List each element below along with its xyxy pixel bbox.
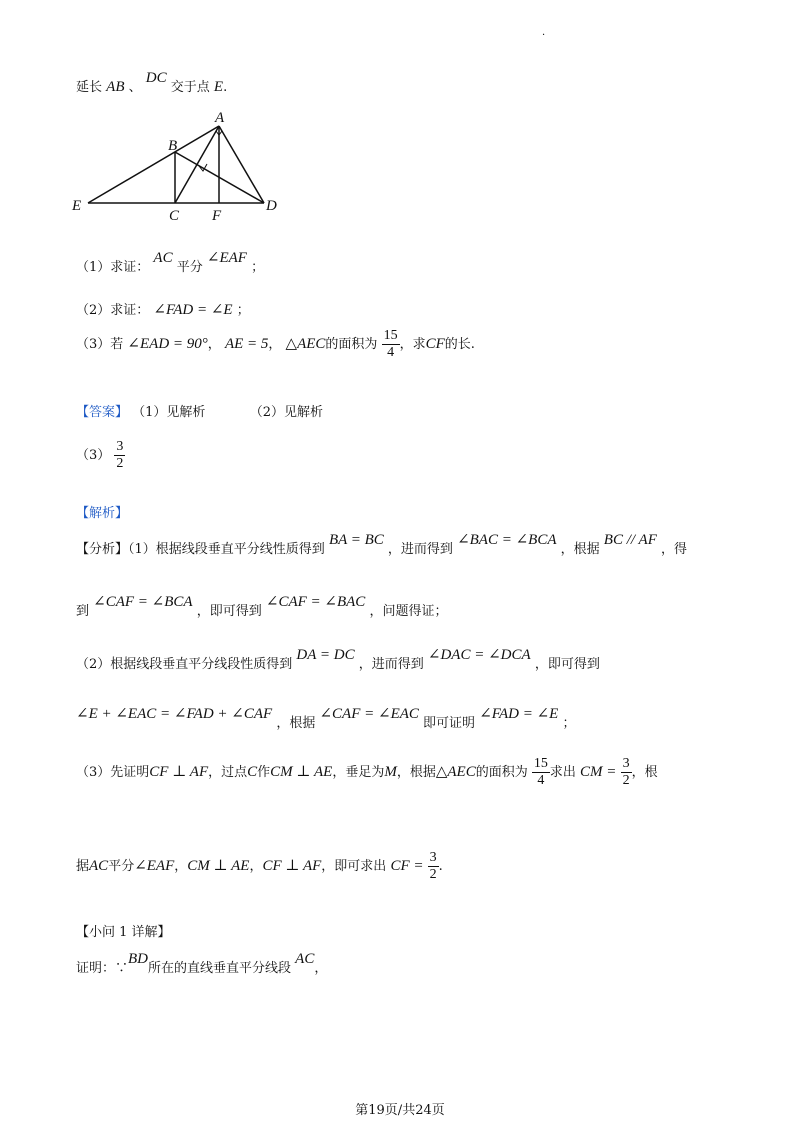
geometry-figure xyxy=(66,108,292,224)
l1-t4: ，得 xyxy=(661,542,688,557)
intro-sep: 、 xyxy=(128,80,142,95)
l1-m3: BC // AF xyxy=(603,532,657,548)
l6-t4: ， xyxy=(249,859,263,874)
header-dot: · xyxy=(542,30,546,41)
analysis-line-2 xyxy=(76,594,448,620)
l6-t3: ， xyxy=(174,859,188,874)
question-3 xyxy=(76,328,475,361)
l4-t1: ，根据 xyxy=(276,716,316,731)
q3-c2: AE = 5 xyxy=(224,336,269,352)
intro-end: . xyxy=(223,80,228,95)
l5-num2: 3 xyxy=(622,756,630,771)
l5-t4: ，垂足为 xyxy=(332,765,385,780)
l5-m1: CF ⊥ AF xyxy=(149,764,209,780)
l5-m5: △AEC xyxy=(435,764,476,780)
l6-t5: ，即可求出 xyxy=(321,859,387,874)
l5-m4: M xyxy=(384,764,397,780)
l3-m1: DA = DC xyxy=(296,647,355,663)
l2-t1: 到 xyxy=(76,604,90,619)
l4-m2: ∠CAF = ∠EAC xyxy=(319,706,419,722)
q1-end: ； xyxy=(251,260,265,275)
l6-t1: 据 xyxy=(76,859,90,874)
analysis-tag: 【解析】 xyxy=(76,506,129,521)
l6-den: 2 xyxy=(429,867,437,882)
answer-3-label: （3） xyxy=(76,448,111,463)
analysis-fx-tag: 【分析】 xyxy=(76,542,129,557)
segment-AD xyxy=(219,126,264,203)
analysis-line-1 xyxy=(76,532,688,558)
analysis-line-3 xyxy=(76,647,600,673)
intro-text: 延长 xyxy=(76,80,103,95)
q2-end: ； xyxy=(236,303,250,318)
answer-3 xyxy=(76,439,125,472)
l4-t2: 即可证明 xyxy=(423,716,476,731)
answer-3-den: 2 xyxy=(116,456,124,471)
answer-3-fraction xyxy=(114,439,125,472)
detail-t1: 证明：∵ xyxy=(76,961,129,976)
q1-mid: 平分 xyxy=(176,260,203,275)
l6-m4: CF ⊥ AF xyxy=(262,858,322,874)
l3-m2: ∠DAC = ∠DCA xyxy=(427,647,531,663)
l5-m6: CM = xyxy=(580,764,617,780)
page-footer: 第19页/共24页 xyxy=(355,1103,445,1118)
answer-tag: 【答案】 xyxy=(76,405,129,420)
q1-label: （1）求证： xyxy=(76,260,150,275)
l5-t7: 求出 xyxy=(549,765,576,780)
l5-t6: 的面积为 xyxy=(475,765,528,780)
l5-m2: C xyxy=(247,764,258,780)
segment-EA xyxy=(88,126,219,203)
l1-m2: ∠BAC = ∠BCA xyxy=(457,532,557,548)
l1-m1: BA = BC xyxy=(328,532,384,548)
l5-m3: CM ⊥ AE xyxy=(270,764,333,780)
answer-1: （1）见解析 xyxy=(132,405,206,420)
l6-m2: ∠EAF xyxy=(134,858,175,874)
q3-num: 15 xyxy=(383,328,398,343)
l1-t1: （1）根据线段垂直平分线性质得到 xyxy=(128,542,325,557)
q1-ac: AC xyxy=(153,250,173,266)
question-1 xyxy=(76,250,265,276)
answer-2: （2）见解析 xyxy=(249,405,323,420)
q3-label: （3）若 xyxy=(76,337,124,352)
q3-mid: 的面积为 xyxy=(325,337,378,352)
l2-m2: ∠CAF = ∠BAC xyxy=(265,594,366,610)
l5-t3: 作 xyxy=(257,765,271,780)
l6-t2: 平分 xyxy=(108,859,135,874)
l2-t3: ，问题得证； xyxy=(369,604,448,619)
q2-label: （2）求证： xyxy=(76,303,150,318)
l6-t6: . xyxy=(438,859,443,874)
q3-end: 的长. xyxy=(444,337,475,352)
detail-tag: 【小问 1 详解】 xyxy=(76,925,171,940)
label-C: C xyxy=(169,208,180,224)
q3-c1: ∠EAD = 90° xyxy=(127,336,208,352)
label-F: F xyxy=(212,208,222,224)
detail-m1: BD xyxy=(128,951,149,967)
l1-t3: ，根据 xyxy=(560,542,600,557)
l5-fraction-2 xyxy=(621,756,632,789)
q3-den: 4 xyxy=(387,345,395,360)
l3-t1: （2）根据线段垂直平分线段性质得到 xyxy=(76,657,293,672)
l5-num: 15 xyxy=(533,756,548,771)
l5-t5: ，根据 xyxy=(396,765,436,780)
l3-t2: ，进而得到 xyxy=(358,657,424,672)
q3-cf: CF xyxy=(425,336,445,352)
detail-t3: ， xyxy=(314,961,328,976)
intro-ab: AB xyxy=(106,79,125,95)
q3-comma1: ， xyxy=(207,337,221,352)
l6-m5: CF = xyxy=(390,858,424,874)
intro-e: E xyxy=(213,79,224,95)
l5-den: 4 xyxy=(537,773,545,788)
answer-line xyxy=(76,401,323,420)
q3-triangle: △AEC xyxy=(285,336,326,352)
detail-m2: AC xyxy=(295,951,315,967)
q3-fraction xyxy=(382,328,400,361)
l2-t2: ，即可得到 xyxy=(196,604,262,619)
l6-fraction xyxy=(428,850,439,883)
l4-m1: ∠E + ∠EAC = ∠FAD + ∠CAF xyxy=(76,706,273,722)
l6-m1: AC xyxy=(89,858,109,874)
l1-t2: ，进而得到 xyxy=(387,542,453,557)
intro-post: 交于点 xyxy=(170,80,210,95)
l4-t3: ； xyxy=(562,716,576,731)
l5-den2: 2 xyxy=(622,773,630,788)
label-E: E xyxy=(72,198,82,214)
q1-eaf: ∠EAF xyxy=(206,250,247,266)
analysis-line-6 xyxy=(76,850,443,883)
intro-dc: DC xyxy=(145,70,167,86)
detail-t2: 所在的直线垂直平分线段 xyxy=(148,961,292,976)
l6-m3: CM ⊥ AE xyxy=(187,858,250,874)
l5-t2: ，过点 xyxy=(208,765,248,780)
l5-fraction-1 xyxy=(532,756,550,789)
analysis-line-4 xyxy=(76,706,576,732)
label-D: D xyxy=(266,198,277,214)
l5-t8: ，根 xyxy=(631,765,658,780)
q3-comma2: ， xyxy=(268,337,282,352)
intro-line xyxy=(76,70,228,96)
l4-m3: ∠FAD = ∠E xyxy=(479,706,559,722)
analysis-line-5 xyxy=(76,756,658,789)
l2-m1: ∠CAF = ∠BCA xyxy=(93,594,193,610)
l6-num: 3 xyxy=(429,850,437,865)
q2-expr: ∠FAD = ∠E xyxy=(153,302,233,318)
answer-3-num: 3 xyxy=(116,439,124,454)
l3-t3: ，即可得到 xyxy=(534,657,600,672)
label-B: B xyxy=(168,138,178,154)
q3-post: ，求 xyxy=(399,337,426,352)
l5-t1: （3）先证明 xyxy=(76,765,150,780)
detail-line xyxy=(76,951,328,977)
label-A: A xyxy=(215,110,225,126)
question-2 xyxy=(76,299,250,319)
